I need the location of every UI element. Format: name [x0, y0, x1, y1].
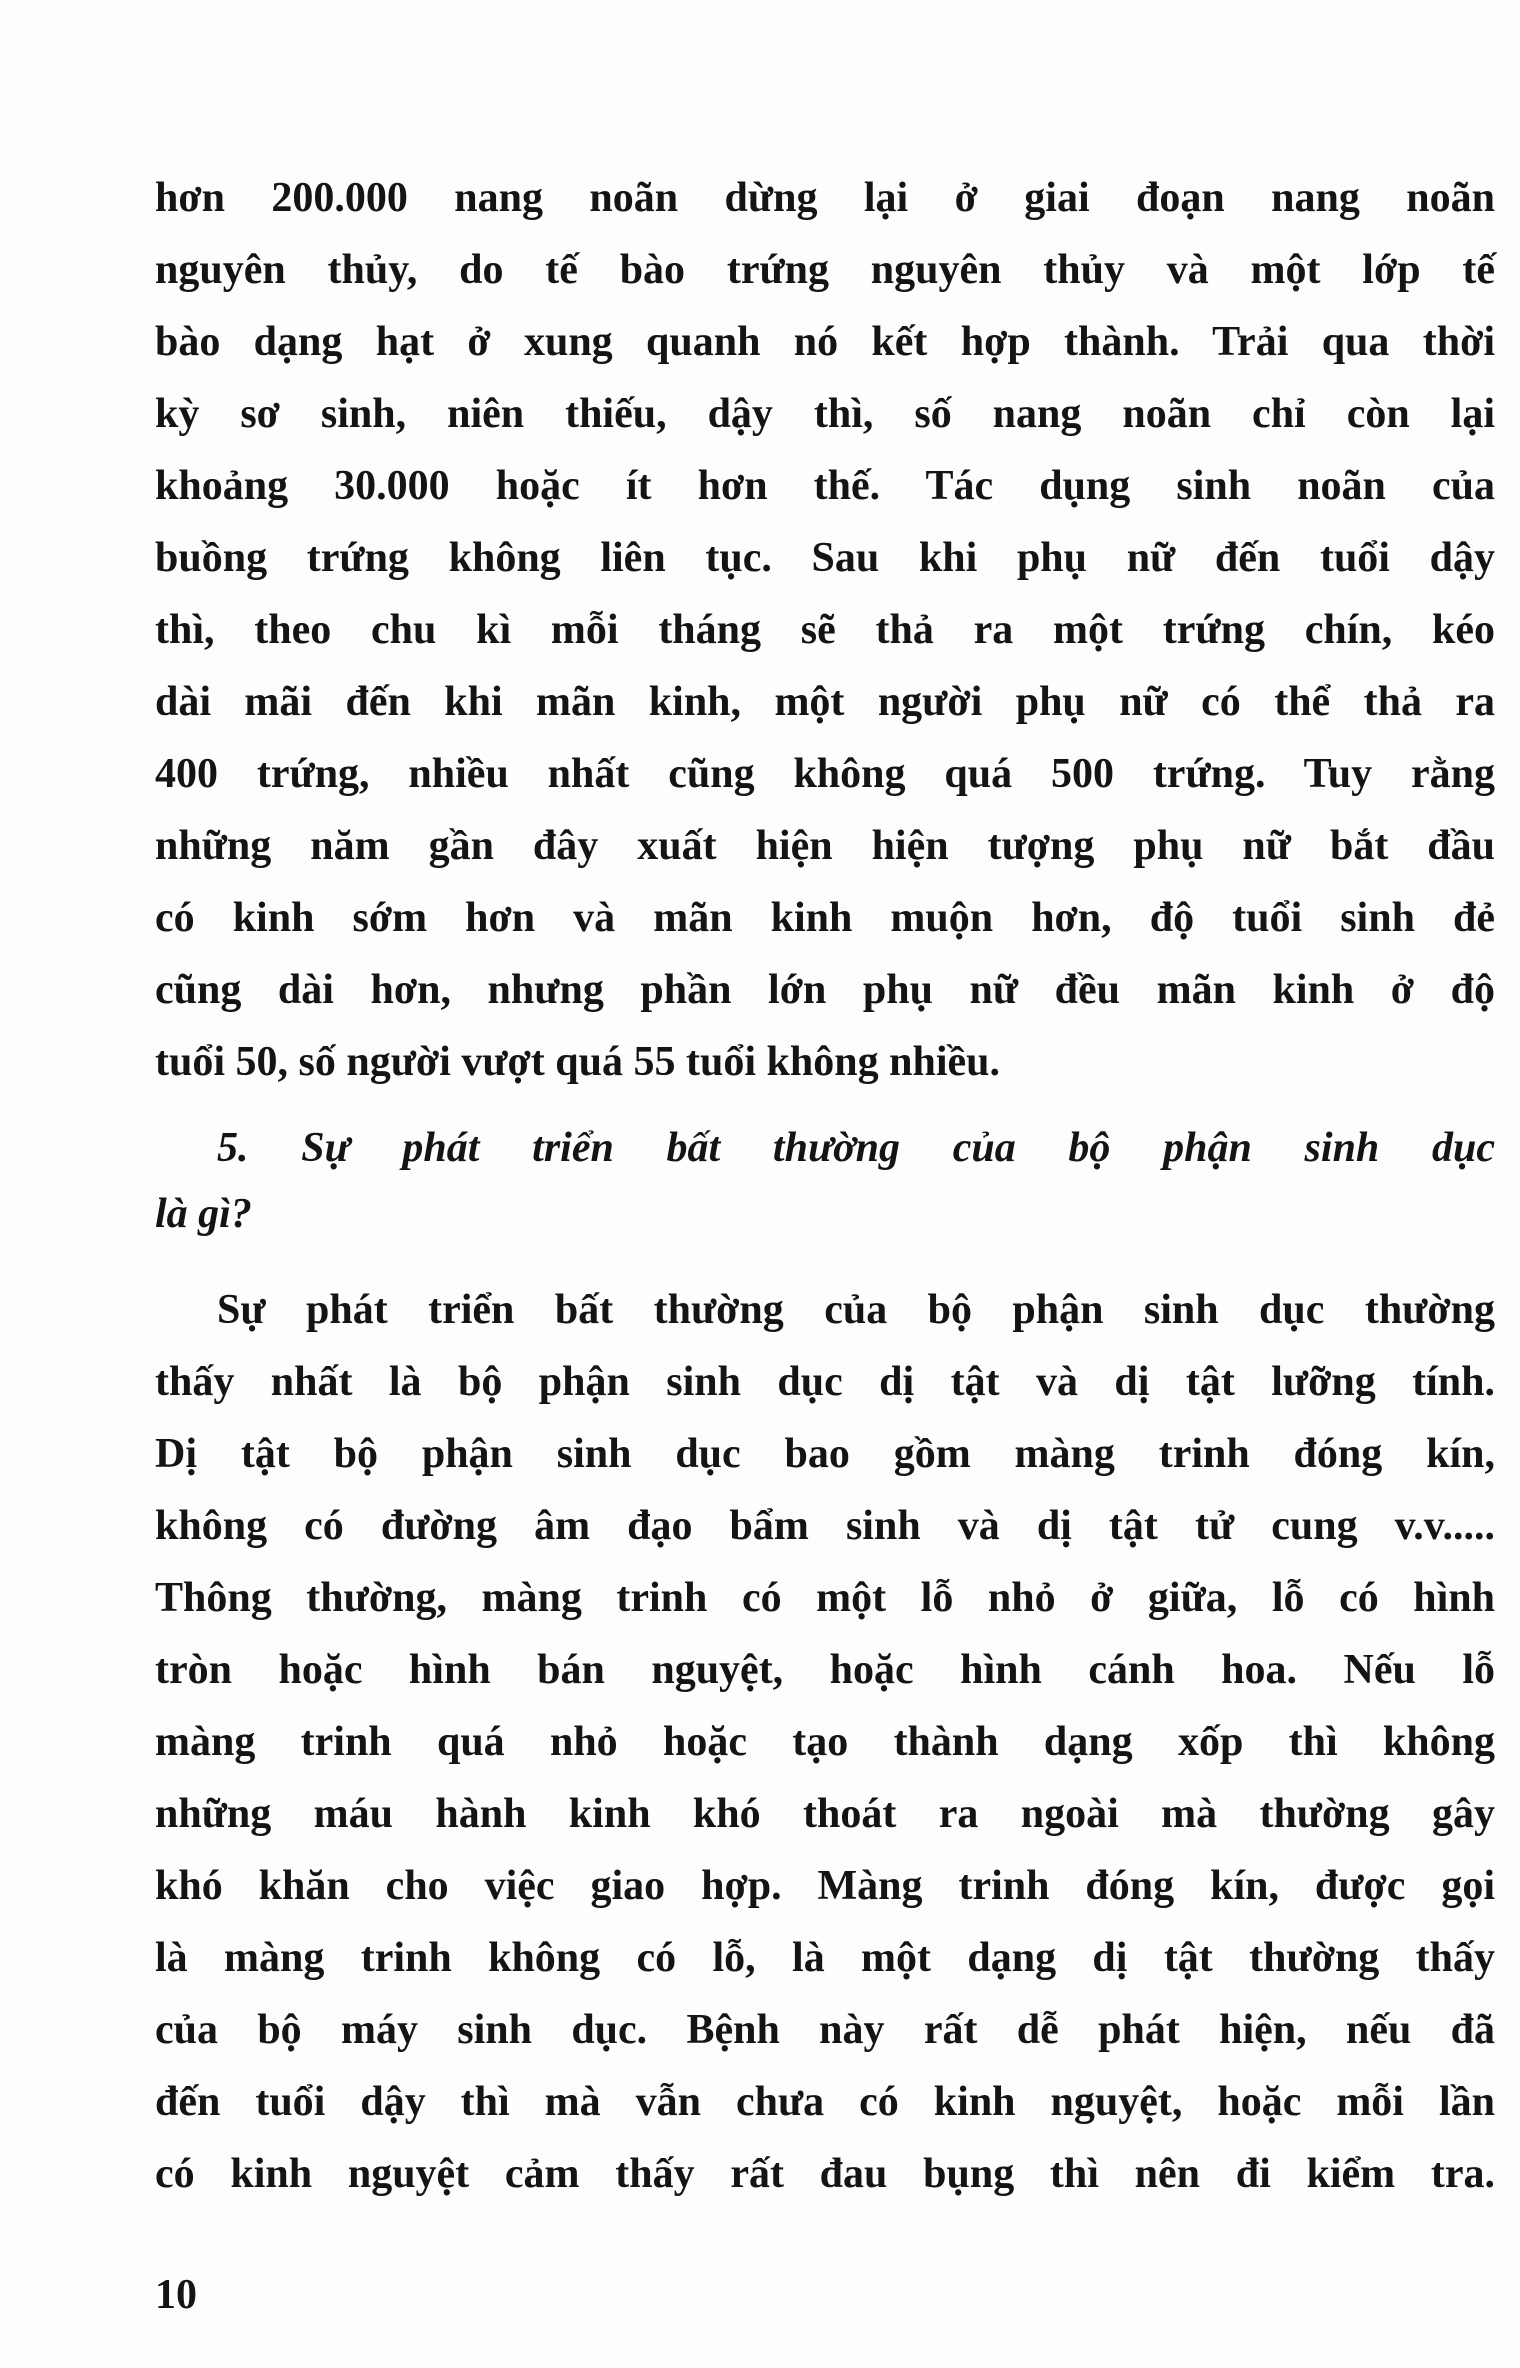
text-line: của bộ máy sinh dục. Bệnh này rất dễ phát hiện, nếu đã	[155, 2007, 1495, 2053]
text-line: khoảng 30.000 hoặc ít hơn thế. Tác dụng sinh noãn của	[155, 463, 1495, 509]
text-line: có kinh nguyệt cảm thấy rất đau bụng thì nên đi kiểm tra.	[155, 2151, 1495, 2197]
text-line: là màng trinh không có lỗ, là một dạng dị tật thường thấy	[155, 1935, 1495, 1981]
text-line: buồng trứng không liên tục. Sau khi phụ nữ đến tuổi dậy	[155, 535, 1495, 581]
text-line: tròn hoặc hình bán nguyệt, hoặc hình cánh hoa. Nếu lỗ	[155, 1647, 1495, 1693]
paragraph-2	[155, 1274, 1495, 2210]
text-line: dài mãi đến khi mãn kinh, một người phụ nữ có thể thả ra	[155, 679, 1495, 725]
text-line: bào dạng hạt ở xung quanh nó kết hợp thành. Trải qua thời	[155, 319, 1495, 365]
text-line: màng trinh quá nhỏ hoặc tạo thành dạng xốp thì không	[155, 1719, 1495, 1765]
paragraph-1	[155, 162, 1495, 1098]
text-line: những năm gần đây xuất hiện hiện tượng phụ nữ bắt đầu	[155, 823, 1495, 869]
text-line: có kinh sớm hơn và mãn kinh muộn hơn, độ tuổi sinh đẻ	[155, 895, 1495, 941]
text-line: 400 trứng, nhiều nhất cũng không quá 500 trứng. Tuy rằng	[155, 751, 1495, 797]
heading-line: là gì?	[155, 1191, 252, 1237]
text-line: thấy nhất là bộ phận sinh dục dị tật và dị tật lưỡng tính.	[155, 1359, 1495, 1405]
text-line: hơn 200.000 nang noãn dừng lại ở giai đoạn nang noãn	[155, 175, 1495, 221]
text-line: thì, theo chu kì mỗi tháng sẽ thả ra một trứng chín, kéo	[155, 607, 1495, 653]
text-line: nguyên thủy, do tế bào trứng nguyên thủy và một lớp tế	[155, 247, 1495, 293]
text-line: khó khăn cho việc giao hợp. Màng trinh đóng kín, được gọi	[155, 1863, 1495, 1909]
text-line: Thông thường, màng trinh có một lỗ nhỏ ở giữa, lỗ có hình	[155, 1575, 1495, 1621]
text-line: tuổi 50, số người vượt quá 55 tuổi không nhiều.	[155, 1039, 1000, 1085]
page-number: 10	[155, 2272, 197, 2318]
text-line: Sự phát triển bất thường của bộ phận sinh dục thường	[217, 1287, 1495, 1333]
heading-line: 5. Sự phát triển bất thường của bộ phận sinh dục	[217, 1125, 1495, 1171]
text-line: đến tuổi dậy thì mà vẫn chưa có kinh nguyệt, hoặc mỗi lần	[155, 2079, 1495, 2125]
text-line: cũng dài hơn, nhưng phần lớn phụ nữ đều mãn kinh ở độ	[155, 967, 1495, 1013]
text-line: những máu hành kinh khó thoát ra ngoài mà thường gây	[155, 1791, 1495, 1837]
text-line: Dị tật bộ phận sinh dục bao gồm màng trinh đóng kín,	[155, 1431, 1495, 1477]
text-line: không có đường âm đạo bẩm sinh và dị tật tử cung v.v.....	[155, 1503, 1495, 1549]
section-heading	[155, 1115, 1495, 1247]
text-line: kỳ sơ sinh, niên thiếu, dậy thì, số nang noãn chỉ còn lại	[155, 391, 1495, 437]
